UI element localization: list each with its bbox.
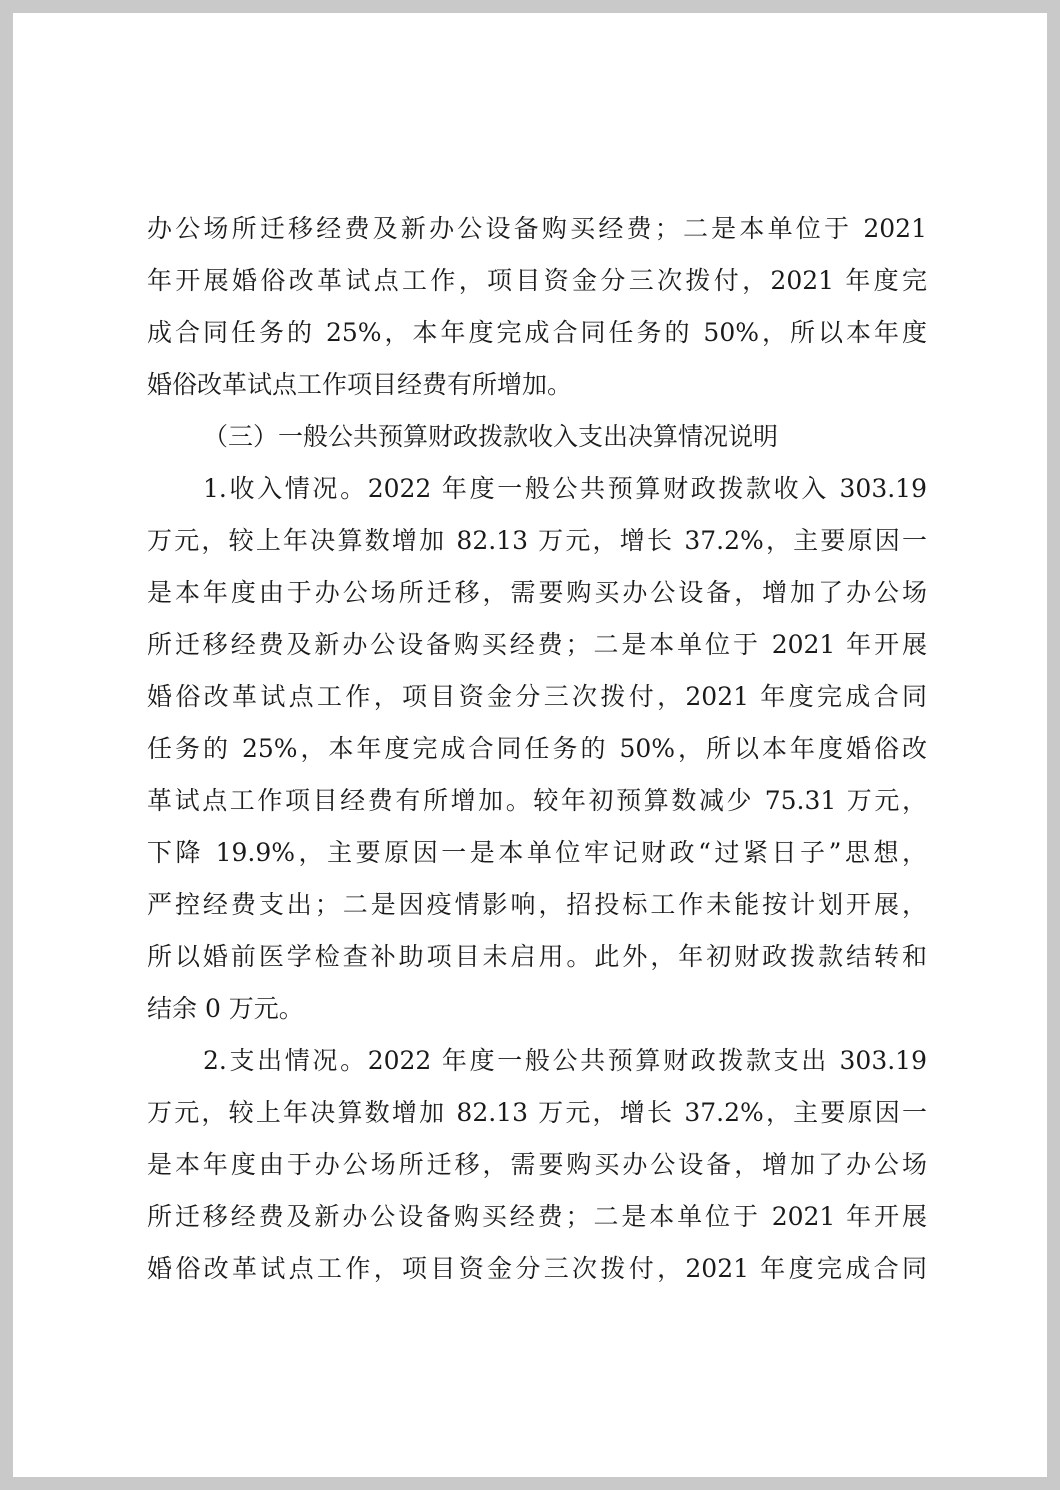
text-line-21: 婚俗改革试点工作，项目资金分三次拨付，2021 年度完成合同 [147, 1254, 927, 1283]
text-line-13: 下降 19.9%，主要原因一是本单位牢记财政“过紧日子”思想， [147, 838, 927, 867]
text-line-18: 万元，较上年决算数增加 82.13 万元，增长 37.2%，主要原因一 [147, 1098, 927, 1127]
text-line-14: 严控经费支出；二是因疫情影响，招投标工作未能按计划开展， [147, 890, 927, 919]
section-heading: （三）一般公共预算财政拨款收入支出决算情况说明 [203, 422, 779, 451]
text-line-1: 办公场所迁移经费及新办公设备购买经费；二是本单位于 2021 [147, 214, 927, 243]
text-line-20: 所迁移经费及新办公设备购买经费；二是本单位于 2021 年开展 [147, 1202, 927, 1231]
text-line-15: 所以婚前医学检查补助项目未启用。此外，年初财政拨款结转和 [147, 942, 927, 971]
document-page [13, 13, 1047, 1477]
text-line-11: 任务的 25%，本年度完成合同任务的 50%，所以本年度婚俗改 [147, 734, 927, 763]
text-line-17: 2.支出情况。2022 年度一般公共预算财政拨款支出 303.19 [203, 1046, 927, 1075]
text-line-7: 万元，较上年决算数增加 82.13 万元，增长 37.2%，主要原因一 [147, 526, 927, 555]
text-line-3: 成合同任务的 25%，本年度完成合同任务的 50%，所以本年度 [147, 318, 927, 347]
text-line-12: 革试点工作项目经费有所增加。较年初预算数减少 75.31 万元， [147, 786, 927, 815]
text-line-2: 年开展婚俗改革试点工作，项目资金分三次拨付，2021 年度完 [147, 266, 927, 295]
text-line-8: 是本年度由于办公场所迁移，需要购买办公设备，增加了办公场 [147, 578, 927, 607]
text-line-6: 1.收入情况。2022 年度一般公共预算财政拨款收入 303.19 [203, 474, 927, 503]
text-line-9: 所迁移经费及新办公设备购买经费；二是本单位于 2021 年开展 [147, 630, 927, 659]
text-line-4: 婚俗改革试点工作项目经费有所增加。 [147, 370, 573, 399]
text-line-16: 结余 0 万元。 [147, 994, 304, 1023]
text-line-19: 是本年度由于办公场所迁移，需要购买办公设备，增加了办公场 [147, 1150, 927, 1179]
text-line-10: 婚俗改革试点工作，项目资金分三次拨付，2021 年度完成合同 [147, 682, 927, 711]
